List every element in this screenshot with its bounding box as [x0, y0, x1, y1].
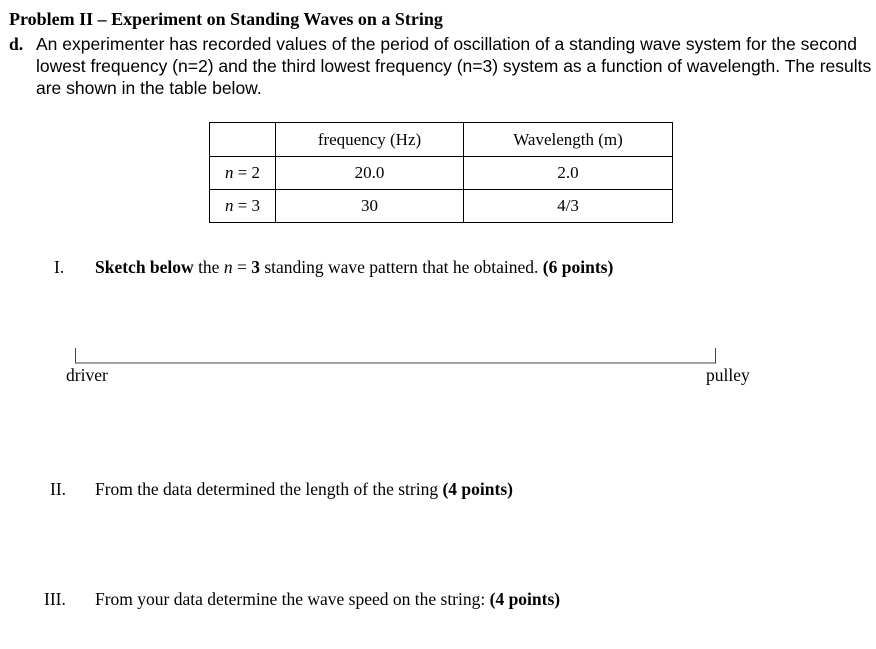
- question-number: I.: [54, 257, 65, 277]
- table-header-cell: [210, 123, 276, 157]
- pulley-label: pulley: [706, 365, 750, 385]
- part-d-line: lowest frequency (n=2) and the third lowest frequency (n=3) system as a function of wavelength. The results: [36, 56, 872, 76]
- question-text: From your data determine the wave speed on the string: (4 points): [95, 589, 561, 609]
- table-cell-n: n = 3: [210, 190, 276, 223]
- question-text: From the data determined the length of the string (4 points): [95, 479, 513, 499]
- table-row: [210, 157, 673, 190]
- part-d-letter: d.: [9, 34, 24, 54]
- part-d-line: are shown in the table below.: [36, 78, 262, 98]
- table-row: [210, 190, 673, 223]
- part-d-line: An experimenter has recorded values of the period of oscillation of a standing wave system for the second: [36, 34, 858, 54]
- table-header-row: [210, 123, 673, 157]
- question-number: II.: [50, 479, 67, 499]
- part-d-text: [36, 33, 876, 99]
- table-cell-wavelength: 4/3: [464, 190, 673, 223]
- table-header-cell: Wavelength (m): [464, 123, 673, 157]
- driver-label: driver: [66, 365, 108, 385]
- table-cell-frequency: 20.0: [276, 157, 464, 190]
- data-table: [209, 122, 673, 223]
- question-number: III.: [44, 589, 66, 609]
- question-text: Sketch below the n = 3 standing wave pattern that he obtained. (6 points): [95, 257, 614, 277]
- table-cell-frequency: 30: [276, 190, 464, 223]
- table-cell-n: n = 2: [210, 157, 276, 190]
- table-header-cell: frequency (Hz): [276, 123, 464, 157]
- string-sketch-area: [0, 330, 876, 400]
- problem-title: Problem II – Experiment on Standing Waves on a String: [9, 9, 443, 29]
- table-cell-wavelength: 2.0: [464, 157, 673, 190]
